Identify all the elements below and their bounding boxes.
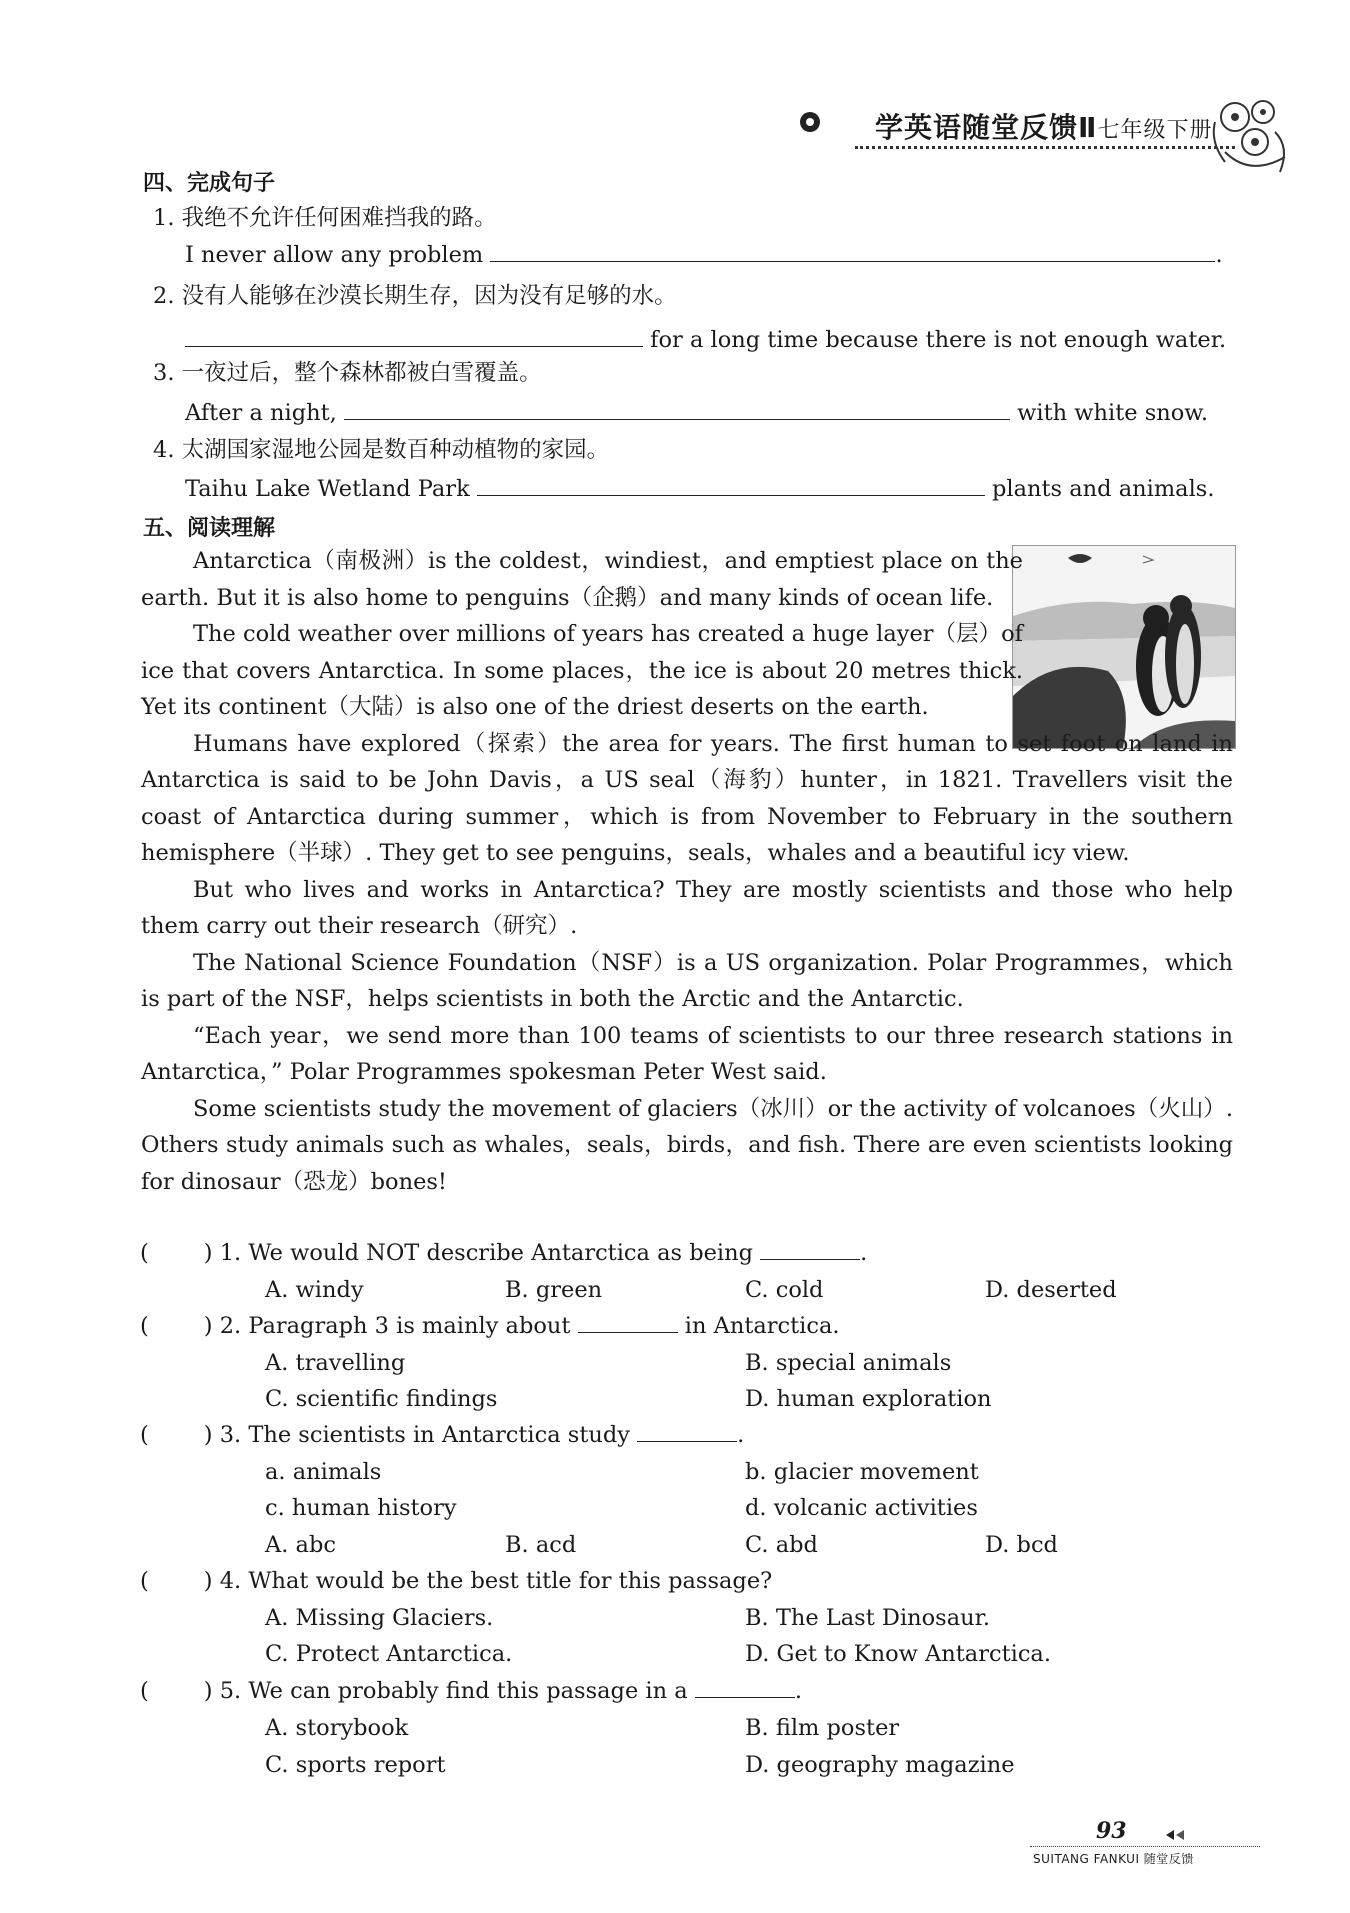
q1-option-b[interactable]: B. green <box>505 1277 603 1303</box>
s4-item3-cn: 3. 一夜过后，整个森林都被白雪覆盖。 <box>153 360 542 386</box>
answer-blank[interactable] <box>490 261 1215 262</box>
section5-title: 五、阅读理解 <box>143 516 276 541</box>
reading-passage <box>141 543 1233 1200</box>
question-2: ( ) 2. Paragraph 3 is mainly about in Antarctica. <box>140 1313 840 1339</box>
q3-option-d[interactable]: D. bcd <box>985 1532 1058 1558</box>
paragraph: The cold weather over millions of years has created a huge layer（层）of ice that covers Antarctica. In some places，the ice is about 20 metres thick. Yet its continent（大陆）is also one of the driest deserts on the earth. <box>141 621 1023 720</box>
q5-option-c[interactable]: C. sports report <box>265 1752 446 1778</box>
footer-brand: SUITANG FANKUI 随堂反馈 <box>1033 1852 1194 1866</box>
question-1: ( ) 1. We would NOT describe Antarctica as being . <box>140 1240 868 1266</box>
q5-option-a[interactable]: A. storybook <box>265 1715 409 1741</box>
header-dotted-rule <box>855 146 1235 149</box>
q2-option-b[interactable]: B. special animals <box>745 1350 952 1376</box>
answer-blank[interactable] <box>760 1259 860 1260</box>
question-5: ( ) 5. We can probably find this passage in a . <box>140 1678 802 1704</box>
q3-option-c[interactable]: C. abd <box>745 1532 818 1558</box>
q3-option-b[interactable]: B. acd <box>505 1532 577 1558</box>
q1-option-a[interactable]: A. windy <box>265 1277 364 1303</box>
s4-item2-answer: for a long time because there is not enough water. <box>185 325 1226 355</box>
q4-option-c[interactable]: C. Protect Antarctica. <box>265 1641 513 1667</box>
book-subtitle: 七年级下册 <box>1097 118 1213 143</box>
paragraph: But who lives and works in Antarctica? They are mostly scientists and those who help them carry out their research（研究）. <box>141 876 1233 939</box>
arrow-left-icon <box>1162 1828 1186 1842</box>
paragraph: “Each year，we send more than 100 teams of scientists to our three research stations in Antarctica，” Polar Programmes spokesman Peter West said. <box>141 1022 1233 1085</box>
q3-sub-b: b. glacier movement <box>745 1459 979 1485</box>
q4-option-a[interactable]: A. Missing Glaciers. <box>265 1605 494 1631</box>
page-number: 93 <box>1096 1818 1127 1844</box>
s4-item1-cn: 1. 我绝不允许任何困难挡我的路。 <box>153 205 497 231</box>
bullet-icon <box>800 112 820 132</box>
s4-item1-answer: I never allow any problem . <box>185 242 1223 268</box>
book-title: 学英语随堂反馈Ⅱ七年级下册 <box>875 111 1213 144</box>
question-3: ( ) 3. The scientists in Antarctica study . <box>140 1422 745 1448</box>
s4-item2-cn: 2. 没有人能够在沙漠长期生存，因为没有足够的水。 <box>153 283 677 309</box>
q5-option-d[interactable]: D. geography magazine <box>745 1752 1015 1778</box>
q2-option-d[interactable]: D. human exploration <box>745 1386 992 1412</box>
answer-blank[interactable] <box>477 495 985 496</box>
q1-option-c[interactable]: C. cold <box>745 1277 824 1303</box>
answer-blank[interactable] <box>637 1441 737 1442</box>
q3-sub-c: c. human history <box>265 1495 457 1521</box>
footer-dotted-rule <box>1030 1846 1260 1847</box>
flower-ornament-icon <box>1205 82 1295 192</box>
q2-option-c[interactable]: C. scientific findings <box>265 1386 498 1412</box>
s4-item4-cn: 4. 太湖国家湿地公园是数百种动植物的家园。 <box>153 437 610 463</box>
section4-title: 四、完成句子 <box>143 171 276 196</box>
paragraph: The National Science Foundation（NSF）is a US organization. Polar Programmes，which is part of the NSF，helps scientists in both the Arctic and the Antarctic. <box>141 949 1233 1012</box>
q5-option-b[interactable]: B. film poster <box>745 1715 900 1741</box>
answer-blank[interactable] <box>344 419 1010 420</box>
q2-option-a[interactable]: A. travelling <box>265 1350 406 1376</box>
answer-blank[interactable] <box>185 346 643 347</box>
q4-option-d[interactable]: D. Get to Know Antarctica. <box>745 1641 1051 1667</box>
q3-sub-a: a. animals <box>265 1459 382 1485</box>
answer-blank[interactable] <box>695 1697 795 1698</box>
question-4: ( ) 4. What would be the best title for this passage? <box>140 1568 773 1594</box>
paragraph: Some scientists study the movement of glaciers（冰川）or the activity of volcanoes（火山）. Others study animals such as whales，seals，birds，and fish. There are even scientists looking for dinosaur（恐龙）bones! <box>141 1095 1233 1195</box>
s4-item3-answer: After a night, with white snow. <box>185 400 1209 426</box>
page-header <box>800 100 1300 170</box>
q1-option-d[interactable]: D. deserted <box>985 1277 1117 1303</box>
s4-item4-answer: Taihu Lake Wetland Park plants and animals. <box>185 476 1215 502</box>
q4-option-b[interactable]: B. The Last Dinosaur. <box>745 1605 991 1631</box>
q3-option-a[interactable]: A. abc <box>265 1532 336 1558</box>
paragraph: Humans have explored（探索）the area for years. The first human to set foot on land in Antarctica is said to be John Davis，a US seal（海豹）hunter，in 1821. Travellers visit the coast of Antarctica during summer，which is from November to February in the southern hemisphere（半球）. They get to see penguins，seals，whales and a beautiful icy view. <box>141 730 1233 866</box>
q3-sub-d: d. volcanic activities <box>745 1495 978 1521</box>
answer-blank[interactable] <box>578 1332 678 1333</box>
paragraph: Antarctica（南极洲）is the coldest，windiest，and emptiest place on the earth. But it is also home to penguins（企鹅）and many kinds of ocean life. <box>141 548 1023 611</box>
